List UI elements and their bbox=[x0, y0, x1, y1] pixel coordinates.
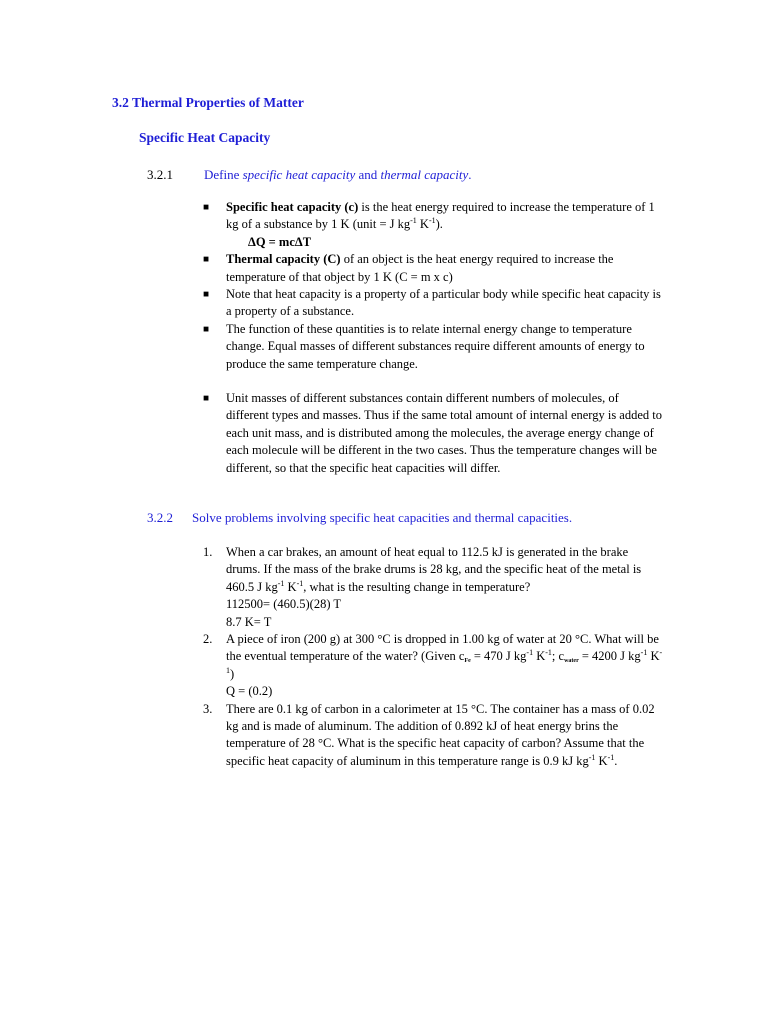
section-title: 3.2 Thermal Properties of Matter bbox=[112, 95, 304, 110]
bullet-icon: ■ bbox=[203, 393, 210, 405]
definition-bullet-list bbox=[203, 199, 663, 477]
problem-number: 3. bbox=[203, 701, 213, 716]
list-item: 1. When a car brakes, an amount of heat equal to 112.5 kJ is generated in the brake drums. If the mass of the brake drums is 28 kg, and the specific heat of the metal is 460.5 J $kg^{-1}$ $K^{-1}$, what is the resulting change in temperature? 112500= (460.5)(28) T 8.7 K= T bbox=[203, 544, 663, 631]
topic-3-2-2 bbox=[147, 509, 667, 529]
bullet-icon: ■ bbox=[203, 289, 210, 301]
list-item: 3. There are 0.1 kg of carbon in a calorimeter at 15 °C. The container has a mass of 0.02 kg and is made of aluminum. The addition of 0.892 kJ of heat energy brins the temperature of 28 °C. What is the specific heat capacity of carbon? Assume that the specific heat capacity of aluminum in this temperature range is 0.9 kJ $kg^{-1}$ $K^{-1}$. bbox=[203, 701, 655, 768]
list-item: ■ The function of these quantities is to relate internal energy change to temperature change. Equal masses of different substances require different amounts of energy to produce the same temperature change. bbox=[203, 321, 645, 371]
list-item: ■ Note that heat capacity is a property of a particular body while specific heat capacity is a property of a substance. bbox=[203, 287, 661, 319]
topic-3-2-1 bbox=[147, 166, 627, 186]
list-item: ■ Unit masses of different substances contain different numbers of molecules, of different types and masses. Thus if the same total amount of internal energy is added to each unit mass, and is distributed among the molecules, the average energy change of each molecule will be different in the two cases. Thus the temperature changes will be different, so that the specific heat capacities will differ. bbox=[203, 391, 663, 475]
working-line: 8.7 K= T bbox=[226, 614, 272, 629]
problem-number: 1. bbox=[203, 545, 213, 559]
working-line: 112500= (460.5)(28) T bbox=[226, 597, 342, 612]
topic-3-2-1-number: 3.2.1 bbox=[147, 167, 173, 182]
equation: ΔQ = mcΔT bbox=[248, 234, 312, 249]
bullet-icon: ■ bbox=[203, 254, 210, 266]
topic-3-2-2-number: 3.2.2 bbox=[147, 510, 173, 525]
topic-3-2-1-text: Define specific heat capacity and thermal capacity. bbox=[204, 167, 472, 182]
problem-list bbox=[203, 544, 663, 770]
working-line: Q = (0.2) bbox=[226, 684, 273, 699]
list-item: ■ Specific heat capacity (c) is the heat energy required to increase the temperature of 1 kg of a substance by 1 K (unit = J $kg^{-1}$ $K^{-1}$). ΔQ = mcΔT bbox=[203, 199, 663, 251]
problem-number: 2. bbox=[203, 632, 213, 647]
list-item: 2. A piece of iron (200 g) at 300 °C is dropped in 1.00 kg of water at 20 °C. What will be the eventual temperature of the water? (Given $c_{Fe} = 470$ J $kg^{-1}$ $K^{-1}$; $c_{water} = 4200$ J $kg^{-1}$ $K^{-1}$) Q = (0.2) bbox=[203, 631, 663, 701]
topic-3-2-2-text: Solve problems involving specific heat capacities and thermal capacities. bbox=[192, 510, 573, 525]
bullet-icon: ■ bbox=[203, 323, 210, 335]
list-item: ■ Thermal capacity (C) of an object is the heat energy required to increase the temperature of that object by 1 K (C = m x c) bbox=[203, 252, 614, 284]
subsection-title: Specific Heat Capacity bbox=[139, 130, 271, 145]
bullet-icon: ■ bbox=[203, 202, 210, 213]
spacer bbox=[203, 373, 663, 390]
